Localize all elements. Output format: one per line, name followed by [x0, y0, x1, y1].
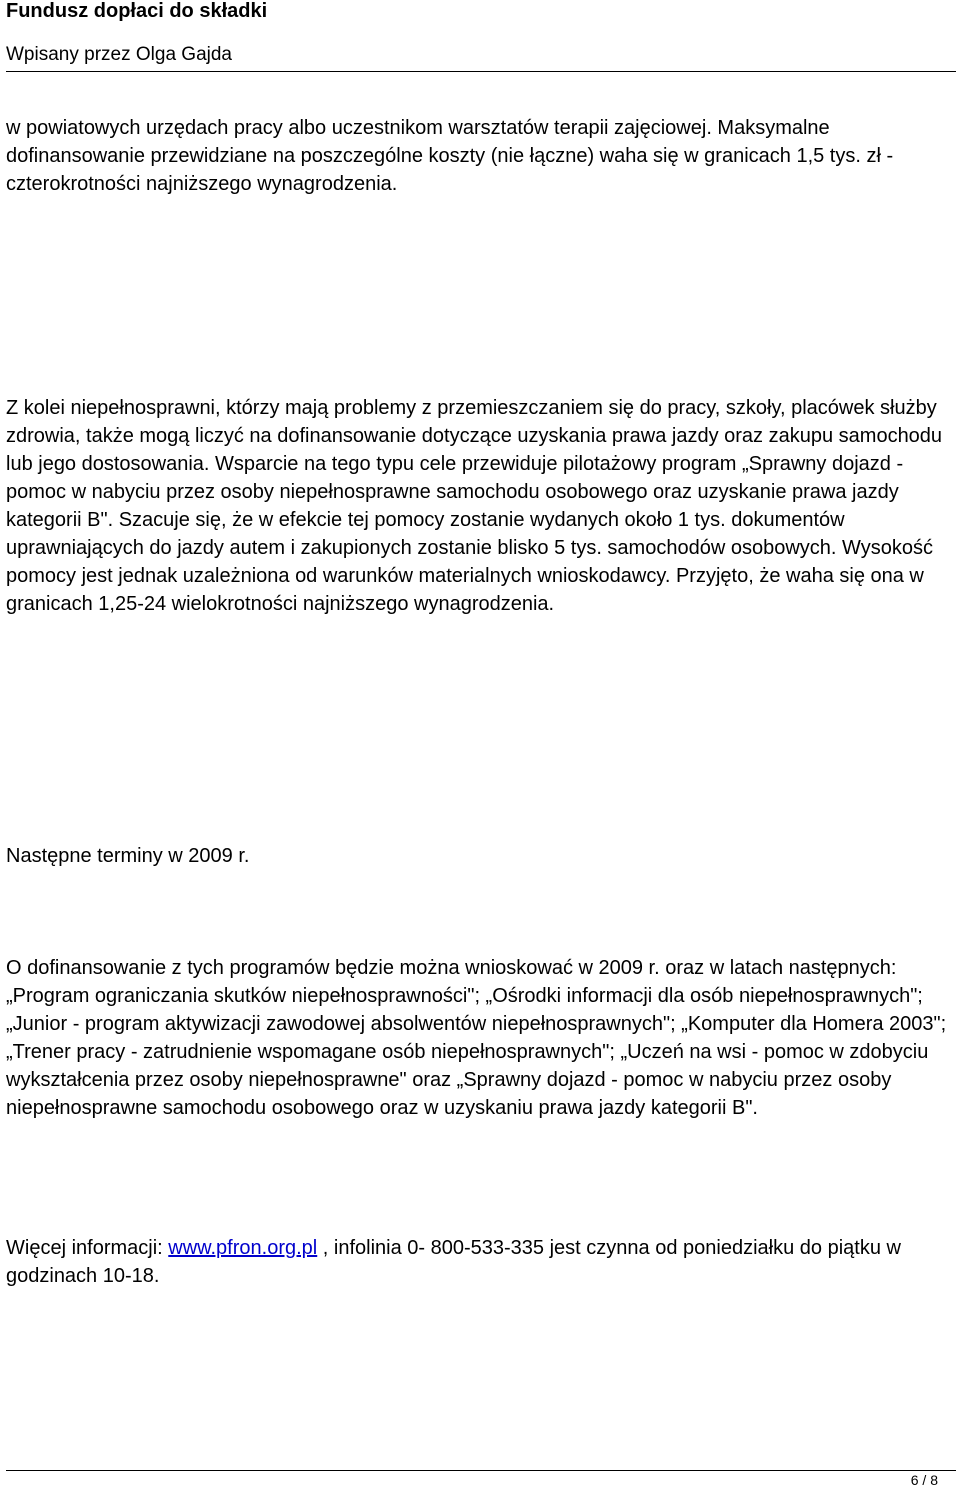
section-heading: Następne terminy w 2009 r.	[6, 845, 250, 867]
author-line: Wpisany przez Olga Gajda	[6, 44, 232, 65]
more-info-prefix: Więcej informacji:	[6, 1237, 169, 1259]
paragraph-1: w powiatowych urzędach pracy albo uczestnikom warsztatów terapii zajęciowej. Maksymalne dofinansowanie przewidziane na poszczególne koszty (nie łączne) waha się w granicach 1,5 tys. zł - czterokrotności najniższego wynagrodzenia.	[6, 117, 894, 195]
header-divider	[6, 71, 956, 72]
paragraph-4: O dofinansowanie z tych programów będzie można wnioskować w 2009 r. oraz w latach następnych: „Program ograniczania skutków niepełnosprawności"; „Ośrodki informacji dla osób niepełnosprawnych"; „Junior - program aktywizacji zawodowej absolwentów niepełnosprawnych"; „Komputer dla Homera 2003"; „Trener pracy - zatrudnienie wspomagane osób niepełnosprawnych"; „Uczeń na wsi - pomoc w zdobyciu wykształcenia przez osoby niepełnosprawne" oraz „Sprawny dojazd - pomoc w nabyciu przez osoby niepełnosprawne samochodu osobowego oraz w uzyskaniu prawa jazdy kategorii B".	[6, 957, 947, 1119]
more-info-suffix: , infolinia 0- 800-533-335 jest czynna od poniedziałku do piątku w godzinach 10-18.	[6, 1237, 901, 1287]
paragraph-more-info	[6, 1234, 948, 1290]
paragraph-2: Z kolei niepełnosprawni, którzy mają problemy z przemieszczaniem się do pracy, szkoły, placówek służby zdrowia, także mogą liczyć na dofinansowanie dotyczące uzyskania prawa jazdy oraz zakupu samochodu lub jego dostosowania. Wsparcie na tego typu cele przewiduje pilotażowy program „Sprawny dojazd - pomoc w nabyciu przez osoby niepełnosprawne samochodu osobowego oraz uzyskanie prawa jazdy kategorii B". Szacuje się, że w efekcie tej pomocy zostanie wydanych około 1 tys. dokumentów uprawniających do jazdy autem i zakupionych zostanie blisko 5 tys. samochodów osobowych. Wysokość pomocy jest jednak uzależniona od warunków materialnych wnioskodawcy. Przyjęto, że waha się ona w granicach 1,25-24 wielokrotności najniższego wynagrodzenia.	[6, 397, 943, 615]
footer-divider	[6, 1470, 956, 1471]
page-number: 6 / 8	[910, 1472, 938, 1488]
document-title: Fundusz dopłaci do składki	[6, 0, 268, 22]
pfron-link[interactable]: www.pfron.org.pl	[168, 1237, 318, 1259]
